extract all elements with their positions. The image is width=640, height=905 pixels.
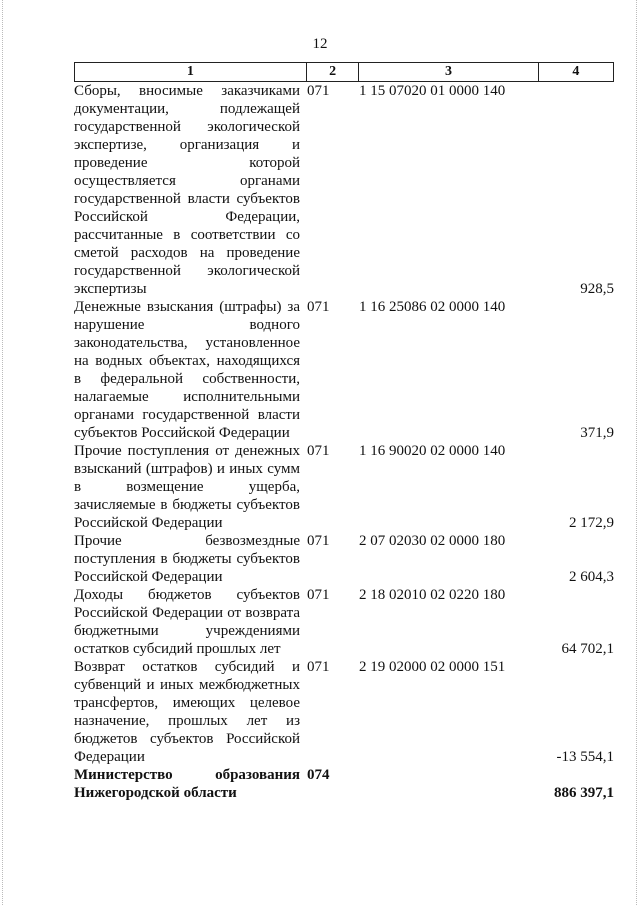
- row-sum: [539, 766, 614, 802]
- scan-edge-left: [2, 0, 4, 905]
- row-sum-value: 64 702,1: [561, 641, 614, 657]
- header-col-4: 4: [572, 64, 580, 79]
- row-sum: [539, 82, 614, 298]
- row-sum-value: 2 604,3: [569, 569, 614, 585]
- row-kbk: 1 15 07020 01 0000 140: [359, 83, 506, 99]
- row-kbk: 1 16 25086 02 0000 140: [359, 299, 506, 315]
- table-row: [74, 442, 614, 532]
- row-kbk: 2 18 02010 02 0220 180: [359, 587, 506, 603]
- row-admin-code: 071: [307, 83, 330, 99]
- row-sum-value: 371,9: [580, 425, 614, 441]
- row-sum: [539, 298, 614, 442]
- row-admin-code: 071: [307, 443, 330, 459]
- row-admin-code: 071: [307, 533, 330, 549]
- row-name: Доходы бюджетов субъектов Российской Федерации от возврата бюджетными учреждениями остатков субсидий прошлых лет: [74, 587, 300, 657]
- row-admin-code: 071: [307, 299, 330, 315]
- table-row: [74, 658, 614, 766]
- table-row: [74, 532, 614, 586]
- row-sum: [539, 658, 614, 766]
- row-name: Прочие поступления от денежных взысканий (штрафов) и иных сумм в возмещение ущерба, зачисляемые в бюджеты субъектов Российской Федерации: [74, 443, 300, 531]
- row-name: Сборы, вносимые заказчиками документации, подлежащей государственной экологической экспертизе, организация и проведение которой осуществляется органами государственной власти субъектов Российской Федерации, рассчитанные в соответствии со сметой расходов на проведение государственной экологической экспертизы: [74, 83, 300, 297]
- row-sum: [539, 586, 614, 658]
- table-row: [74, 298, 614, 442]
- row-sum-value: -13 554,1: [556, 749, 614, 765]
- table-row-ministry-total: [74, 766, 614, 802]
- revenue-table: [74, 62, 614, 802]
- row-name: Министерство образования Нижегородской области: [74, 767, 300, 801]
- row-sum-value: 2 172,9: [569, 515, 614, 531]
- row-admin-code: 071: [307, 659, 330, 675]
- table-row: [74, 82, 614, 298]
- row-kbk: [359, 766, 539, 802]
- header-col-2: 2: [307, 63, 360, 81]
- row-sum-value: 886 397,1: [554, 785, 614, 801]
- row-admin-code: 074: [307, 767, 330, 783]
- table-header: [74, 62, 614, 82]
- header-col-1: 1: [75, 63, 307, 81]
- row-sum: [539, 532, 614, 586]
- row-sum: [539, 442, 614, 532]
- row-admin-code: 071: [307, 587, 330, 603]
- row-kbk: 2 07 02030 02 0000 180: [359, 533, 506, 549]
- row-name: Прочие безвозмездные поступления в бюджеты субъектов Российской Федерации: [74, 533, 300, 585]
- table-row: [74, 586, 614, 658]
- row-name: Возврат остатков субсидий и субвенций и иных межбюджетных трансфертов, имеющих целевое назначение, прошлых лет из бюджетов субъектов Российской Федерации: [74, 659, 300, 765]
- scan-edge-right: [636, 0, 638, 905]
- page-number: 12: [312, 36, 328, 52]
- row-kbk: 1 16 90020 02 0000 140: [359, 443, 506, 459]
- row-sum-value: 928,5: [580, 281, 614, 297]
- header-col-3: 3: [359, 63, 538, 81]
- row-kbk: 2 19 02000 02 0000 151: [359, 659, 506, 675]
- row-name: Денежные взыскания (штрафы) за нарушение водного законодательства, установленное на водных объектах, находящихся в федеральной собственности, налагаемые исполнительными органами государственной власти субъектов Российской Федерации: [74, 299, 300, 441]
